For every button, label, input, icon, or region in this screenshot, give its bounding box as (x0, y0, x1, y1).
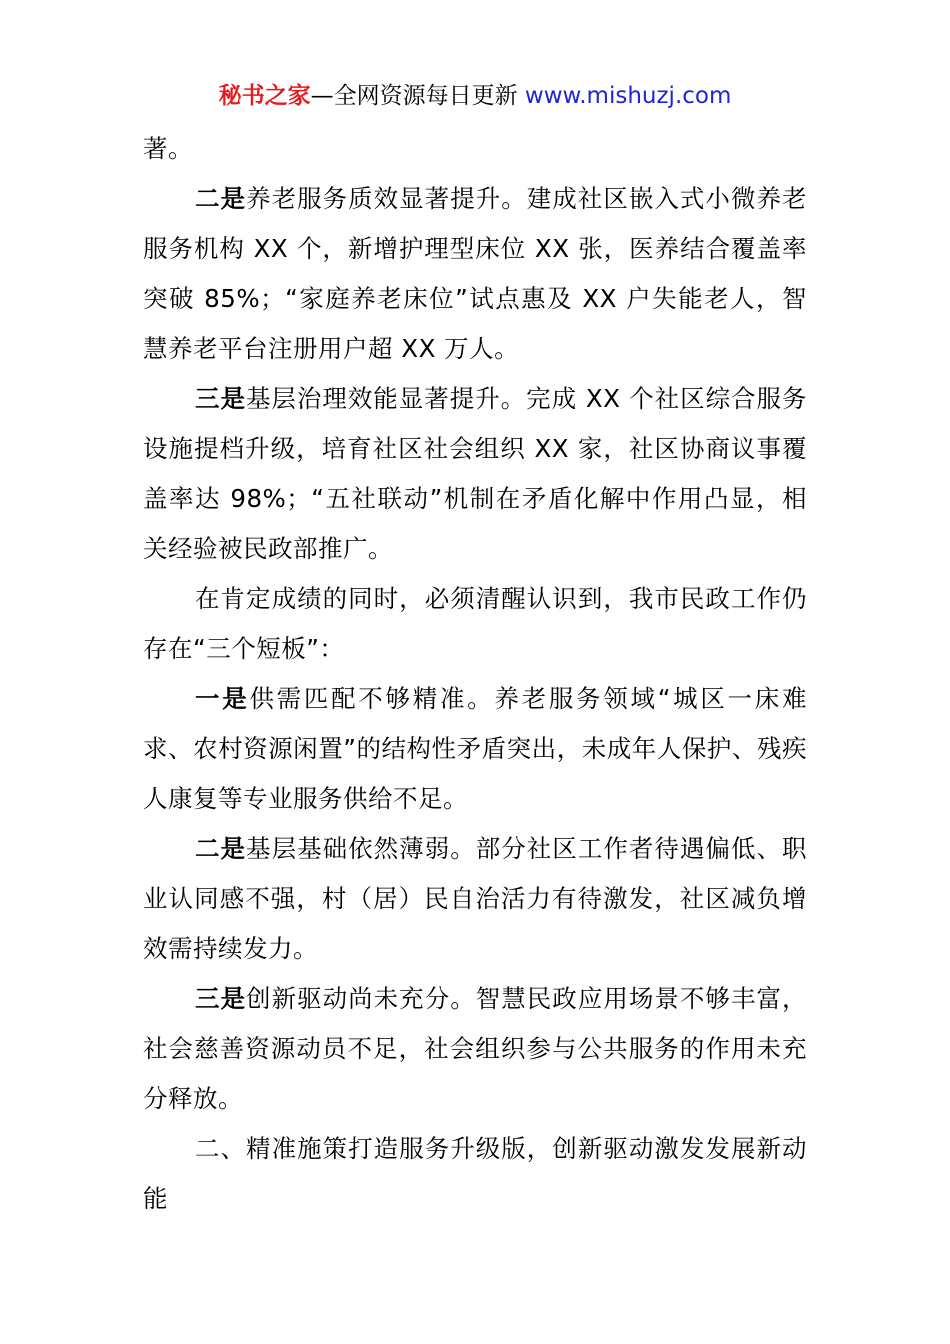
paragraph-text: 创新驱动尚未充分。智慧民政应用场景不够丰富，社会慈善资源动员不足，社会组织参与公共服务的作用未充分释放。 (143, 984, 808, 1113)
site-url-link[interactable]: www.mishuzj.com (524, 83, 732, 109)
paragraph-text: 基层治理效能显著提升。完成 XX 个社区综合服务设施提档升级，培育社区社会组织 XX 家，社区协商议事覆盖率达 98%；“五社联动”机制在矛盾化解中作用凸显，相关经验被民政部推广。 (143, 384, 807, 563)
paragraph (143, 174, 807, 374)
site-header (0, 80, 950, 112)
header-tagline: —全网资源每日更新 (310, 83, 525, 109)
document-body (143, 124, 807, 1224)
paragraph-lead: 三是 (195, 984, 247, 1013)
section-heading (143, 1124, 807, 1224)
brand-name: 秘书之家 (218, 83, 311, 109)
paragraph-text: 供需匹配不够精准。养老服务领域“城区一床难求、农村资源闲置”的结构性矛盾突出，未成年人保护、残疾人康复等专业服务供给不足。 (143, 684, 807, 813)
paragraph (143, 674, 807, 824)
section-heading-text: 二、精准施策打造服务升级版，创新驱动激发发展新动能 (143, 1134, 807, 1213)
paragraph (143, 824, 807, 974)
paragraph-text: 著。 (143, 134, 193, 163)
paragraph-text: 在肯定成绩的同时，必须清醒认识到，我市民政工作仍存在“三个短板”： (143, 584, 807, 663)
paragraph-text: 养老服务质效显著提升。建成社区嵌入式小微养老服务机构 XX 个，新增护理型床位 XX 张，医养结合覆盖率突破 85%；“家庭养老床位”试点惠及 XX 户失能老人，智慧养老平台注册用户超 XX 万人。 (143, 184, 808, 363)
paragraph (143, 574, 807, 674)
paragraph-lead: 三是 (195, 384, 246, 413)
paragraph (143, 124, 807, 174)
paragraph (143, 974, 807, 1124)
paragraph-lead: 二是 (195, 184, 247, 213)
paragraph-lead: 一是 (195, 684, 250, 713)
paragraph-text: 基层基础依然薄弱。部分社区工作者待遇偏低、职业认同感不强，村（居）民自治活力有待激发，社区减负增效需持续发力。 (143, 834, 808, 963)
paragraph-lead: 二是 (195, 834, 247, 863)
paragraph (143, 374, 807, 574)
